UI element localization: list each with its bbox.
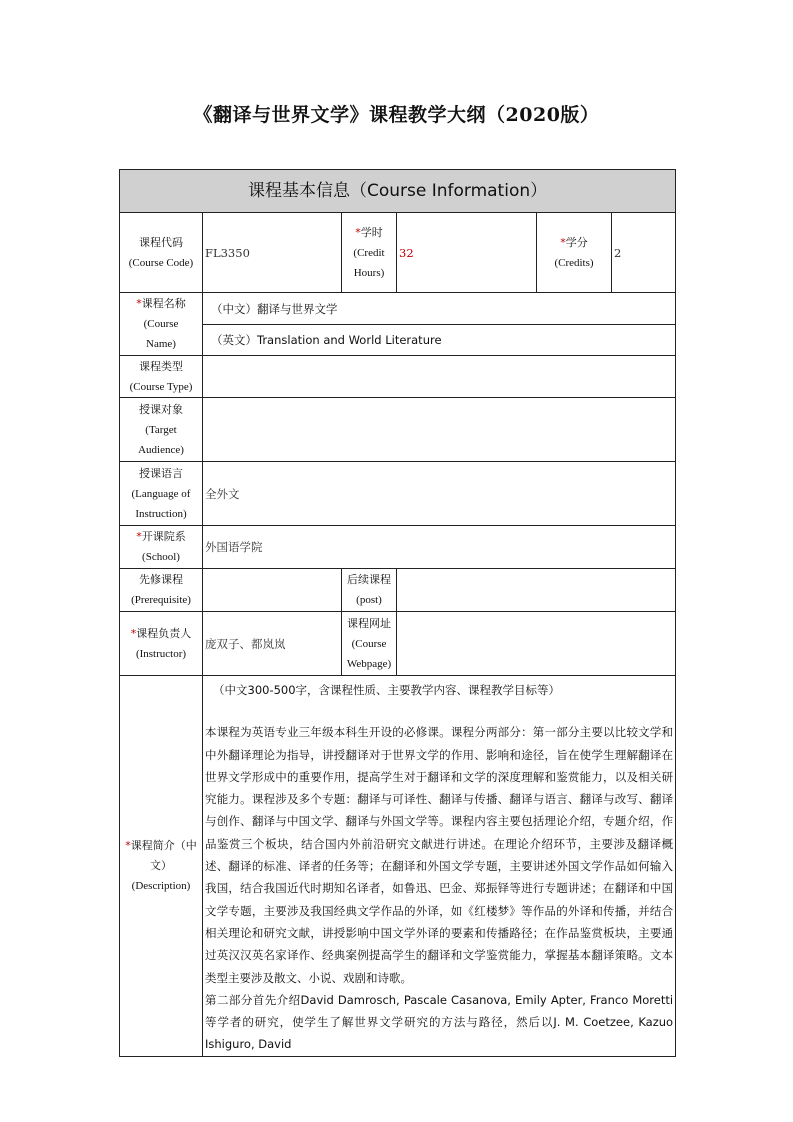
description-para-1: 本课程为英语专业三年级本科生开设的必修课。课程分两部分：第一部分主要以比较文学和中外翻译理论为指导，讲授翻译对于世界文学的作用、影响和途径，旨在使学生理解翻译在世界文学形成中的重要作用，提高学生对于翻译和文学的深度理解和鉴赏能力，以及相关研究能力。课程涉及多个专题：翻译与可译性、翻译与传播、翻译与语言、翻译与改写、翻译与创作、翻译与中国文学、翻译与外国文学等。课程内容主要包括理论介绍，专题介绍，作品鉴赏三个板块，结合国内外前沿研究文献进行讲述。在理论介绍环节，主要涉及翻译概述、翻译的标准、译者的任务等；在翻译和外国文学专题，主要讲述外国文学作品如何输入我国，结合我国近代时期知名译者，如鲁迅、巴金、郑振铎等进行专题讲述；在翻译和中国文学专题，主要涉及我国经典文学作品的外译，如《红楼梦》等作品的外译和传播，并结合相关理论和研究文献，讲授影响中国文学外译的要素和传播路径；在作品鉴赏板块，主要通过英汉汉英名家译作、经典案例提高学生的翻译和文学鉴赏能力，掌握基本翻译策略。文本类型主要涉及散文、小说、戏剧和诗歌。	[205, 725, 674, 985]
hours-value: 32	[397, 213, 537, 293]
school-label: *开课院系 (School)	[120, 526, 203, 569]
instructor-value: 庞双子、都岚岚	[203, 612, 342, 676]
language-label: 授课语言 (Language of Instruction)	[120, 462, 203, 526]
school-value: 外国语学院	[203, 526, 676, 569]
course-type-value	[203, 356, 676, 398]
prereq-value	[203, 569, 342, 612]
course-name-zh: （中文）翻译与世界文学	[203, 293, 676, 325]
course-code-value: FL3350	[203, 213, 342, 293]
credits-label: *学分 (Credits)	[537, 213, 612, 293]
course-type-label: 课程类型 (Course Type)	[120, 356, 203, 398]
description-para-2: 第二部分首先介绍David Damrosch, Pascale Casanova, Emily Apter, Franco Moretti等学者的研究，使学生了解世界文学研究的方法与路径，然后以J. M. Coetzee, Kazuo Ishiguro, David	[205, 992, 674, 1052]
credits-value: 2	[612, 213, 676, 293]
course-code-label: 课程代码 (Course Code)	[120, 213, 203, 293]
target-value	[203, 398, 676, 462]
course-name-en: （英文）Translation and World Literature	[203, 325, 676, 356]
target-label: 授课对象 (Target Audience)	[120, 398, 203, 462]
language-value: 全外文	[203, 462, 676, 526]
webpage-value	[397, 612, 676, 676]
description-label: *课程简介（中 文） (Description)	[120, 676, 203, 1057]
webpage-label: 课程网址 (Course Webpage)	[342, 612, 397, 676]
post-label: 后续课程 (post)	[342, 569, 397, 612]
description-content	[203, 676, 676, 1057]
course-name-label: *课程名称 (Course Name)	[120, 293, 203, 356]
hours-label: *学时 (Credit Hours)	[342, 213, 397, 293]
description-note: （中文300-500字，含课程性质、主要教学内容、课程教学目标等）	[213, 683, 561, 697]
course-info-table	[119, 169, 676, 1057]
section-header: 课程基本信息（Course Information）	[120, 170, 676, 213]
instructor-label: *课程负责人 (Instructor)	[120, 612, 203, 676]
document-title: 《翻译与世界文学》课程教学大纲（2020版）	[193, 104, 600, 126]
prereq-label: 先修课程 (Prerequisite)	[120, 569, 203, 612]
post-value	[397, 569, 676, 612]
